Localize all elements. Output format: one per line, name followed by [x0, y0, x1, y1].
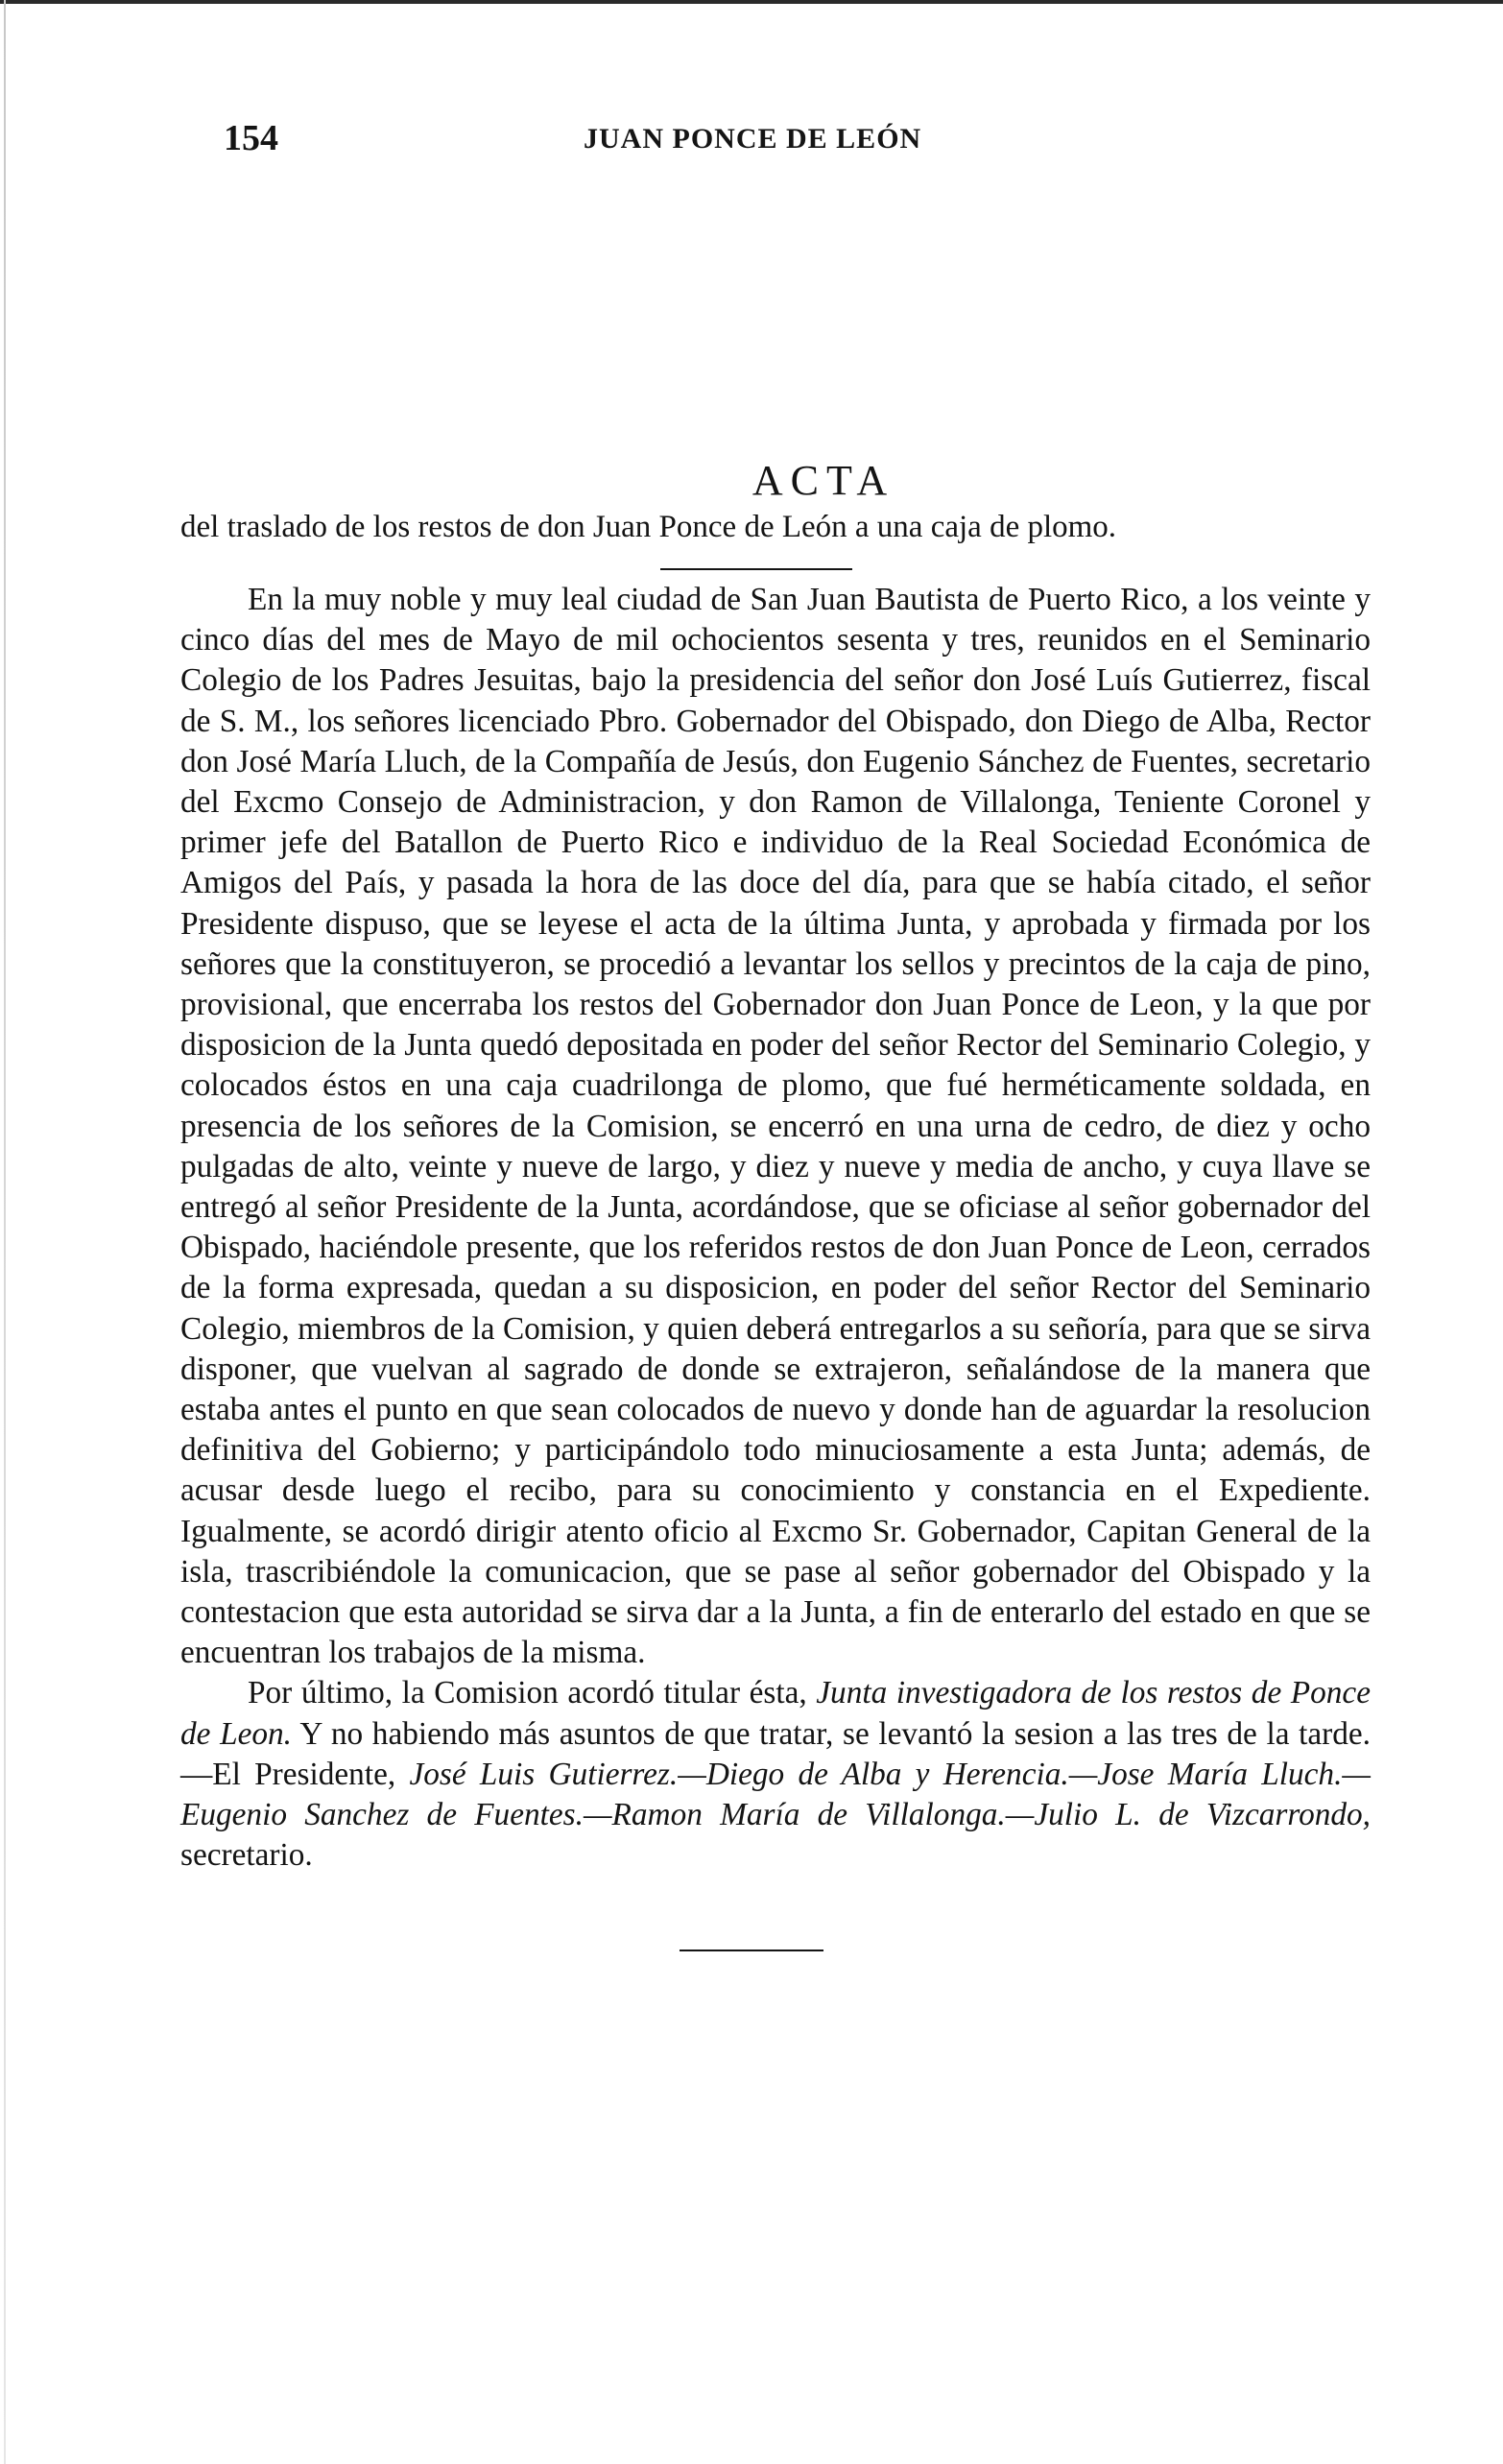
running-title: JUAN PONCE DE LEÓN [584, 123, 922, 155]
document-heading: ACTA [752, 457, 895, 504]
junta-name: Junta investigadora de los restos de Ponce de Leon. [180, 1675, 1371, 1752]
document-subheading: del traslado de los restos de don Juan Ponce de León a una caja de plomo. [180, 510, 1117, 544]
section-divider [660, 568, 852, 570]
paragraph-2-intro: Por último, la Comision acordó titular ésta, [248, 1675, 817, 1711]
signatories: José Luis Gutierrez.—Diego de Alba y Herencia.—Jose María Lluch.—Eugenio Sanchez de Fuentes.—Ramon María de Villalonga.—Julio L. de Vizcarrondo, [180, 1756, 1371, 1833]
book-page [180, 106, 1371, 1951]
page-number: 154 [224, 118, 278, 158]
paragraph-1: En la muy noble y muy leal ciudad de San Juan Bautista de Puerto Rico, a los veinte y cinco días del mes de Mayo de mil ochocientos sesenta y tres, reunidos en el Seminario Colegio de los Padres Jesuitas, bajo la presidencia del señor don José Luís Gutierrez, fiscal de S. M., los señores licenciado Pbro. Gobernador del Obispado, don Diego de Alba, Rector don José María Lluch, de la Compañía de Jesús, don Eugenio Sánchez de Fuentes, secretario del Excmo Consejo de Administracion, y don Ramon de Villalonga, Teniente Coronel y primer jefe del Batallon de Puerto Rico e individuo de la Real Sociedad Económica de Amigos del País, y pasada la hora de las doce del día, para que se había citado, el señor Presidente dispuso, que se leyese el acta de la última Junta, y aprobada y firmada por los señores que la constituyeron, se procedió a levantar los sellos y precintos de la caja de pino, provisional, que encerraba los restos del Gobernador don Juan Ponce de Leon, y la que por disposicion de la Junta quedó depositada en poder del señor Rector del Seminario Colegio, y colocados éstos en una caja cuadrilonga de plomo, que fué herméticamente soldada, en presencia de los señores de la Comision, se encerró en una urna de cedro, de diez y ocho pulgadas de alto, veinte y nueve de largo, y diez y nueve y media de ancho, y cuya llave se entregó al señor Presidente de la Junta, acordándose, que se oficiase al señor gobernador del Obispado, haciéndole presente, que los referidos restos de don Juan Ponce de Leon, cerrados de la forma expresada, quedan a su disposicion, en poder del señor Rector del Seminario Colegio, miembros de la Comision, y quien deberá entregarlos a su señoría, para que se sirva disponer, que vuelvan al sagrado de donde se extrajeron, señalándose de la manera que estaba antes el punto en que sean colocados de nuevo y donde han de aguardar la resolucion definitiva del Gobierno; y participándolo todo minuciosamente a esta Junta; además, de acusar desde luego el recibo, para su conocimiento y constancia en el Expediente. Igualmente, se acordó dirigir atento oficio al Excmo Sr. Gobernador, Capitan General de la isla, trascribiéndole la comunicacion, que se pase al señor gobernador del Obispado y la contestacion que esta autoridad se sirva dar a la Junta, a fin de enterarlo del estado en que se encuentran los trabajos de la misma. [180, 582, 1371, 1671]
running-header [180, 106, 1371, 173]
page-left-edge [4, 0, 6, 2464]
paragraph-2 [180, 1673, 1371, 1876]
page-top-edge [0, 0, 1503, 4]
closing-word: secretario. [180, 1837, 313, 1874]
paragraph-2-middle: Y no habiendo más asuntos de que tratar, se levantó la sesion a las tres de la tarde.—El Presidente, [180, 1715, 1371, 1792]
closing-divider [680, 1950, 823, 1951]
